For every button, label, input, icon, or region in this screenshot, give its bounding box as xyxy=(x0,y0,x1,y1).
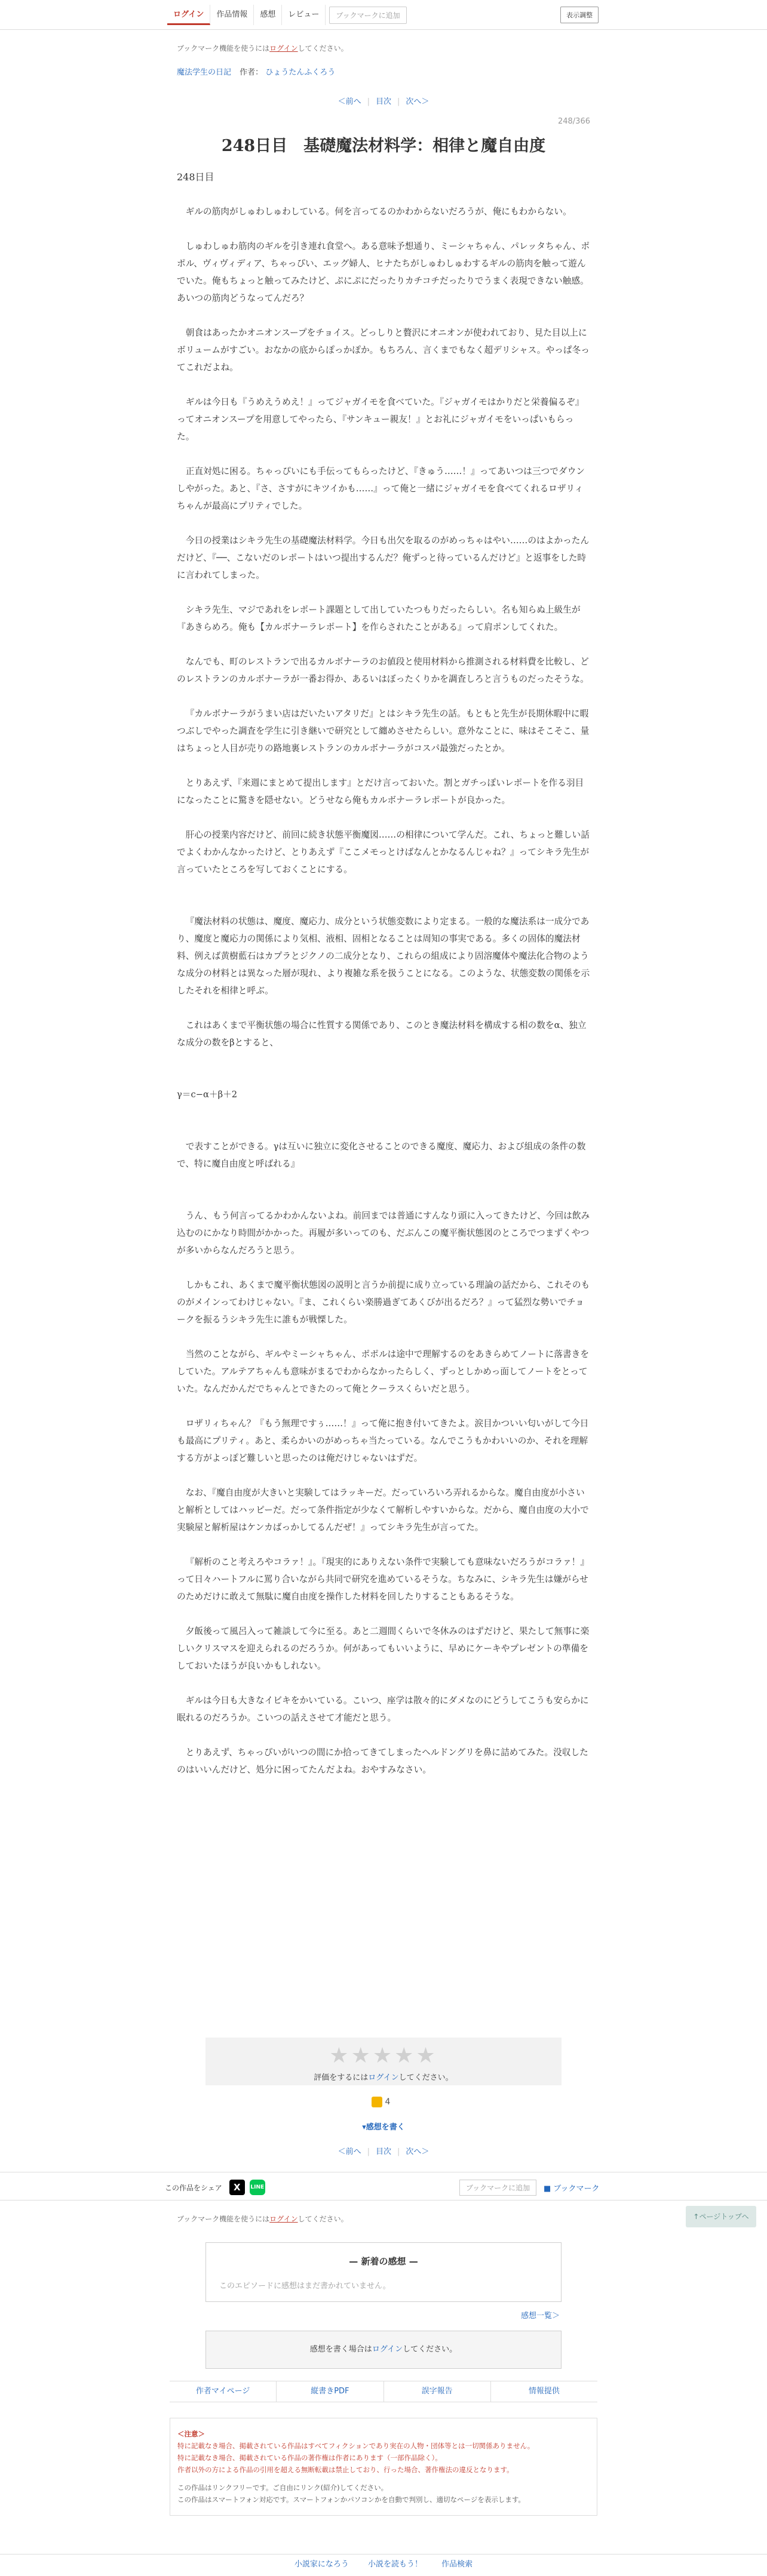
x-share-icon[interactable]: X xyxy=(229,2180,245,2195)
footer-link-yomou[interactable]: 小説を読もう！ xyxy=(367,2560,422,2569)
star-icon[interactable]: ★ xyxy=(372,2043,395,2068)
caution-line-3: 作者以外の方による作品の引用を超える無断転載は禁止しており、行った場合、著作権法の違反となります。 xyxy=(177,2466,514,2474)
login-notice-bottom xyxy=(177,2214,590,2224)
star-icon[interactable]: ★ xyxy=(394,2043,416,2068)
pager-top: ＜前へ | 目次 | 次へ＞ xyxy=(338,97,429,106)
imp-login-before: 感想を書く場合は xyxy=(309,2345,372,2354)
page-top-button[interactable]: ↑ページトップへ xyxy=(686,2206,756,2227)
star-icon[interactable]: ★ xyxy=(329,2043,351,2068)
author-links-bar xyxy=(170,2381,597,2402)
footer-link-narou[interactable]: 小説家になろう xyxy=(294,2560,349,2569)
body-paragraph: 夕飯後って風呂入って雑談して今に至る。あと二週間くらいで冬休みのはずだけど、果たして無事に楽しいクリスマスを迎えられるのだろうか。何があってもいいように、早めにケーキやプレゼントの準備をしておいたほうが良いかもしれない。 xyxy=(177,1626,590,1671)
body-paragraph: 『解析のこと考えろやコラァ！』。『現実的にありえない条件で実験しても意味ないだろうがコラァ！』って日々ハートフルに罵り合いながら共同で研究を進めているそうな。ちなみに、シキラ先生は嫌がらせのためだけに敢えて無駄に魔自由度を操作した材料を回したりすることもあるそうな。 xyxy=(177,1557,590,1602)
rating-login-link[interactable]: ログイン xyxy=(368,2073,399,2082)
body-paragraph: これはあくまで平衡状態の場合に性質する関係であり、このとき魔法材料を構成する相の数をα、独立な成分の数をβとすると、 xyxy=(177,1020,587,1048)
footer xyxy=(0,2554,767,2574)
impressions-list-link[interactable]: 感想一覧＞ xyxy=(521,2312,560,2320)
caution-line-1: 特に記載なき場合、掲載されている作品はすべてフィクションであり実在の人物・団体等とは一切関係ありません。 xyxy=(177,2442,535,2450)
body-paragraph: しかもこれ、あくまで魔平衡状態図の説明と言うか前提に成り立っている理論の話だから、これそのものがメインってわけじゃない。『ま、これくらい楽勝過ぎてあくびが出るだろ？』って猛烈な勢いでチョークを振るうシキラ先生に誰もが戦慄した。 xyxy=(177,1280,590,1325)
author-link[interactable]: ひょうたんふくろう xyxy=(265,68,336,77)
rating-stars[interactable] xyxy=(205,2038,562,2071)
notice-text-after: してください。 xyxy=(297,44,348,53)
body-paragraph: しゅわしゅわ筋肉のギルを引き連れ食堂へ。ある意味予想通り、ミーシャちゃん、パレッタちゃん、ポポル、ヴィヴィディア、ちゃっぴい、エッグ婦人、ヒナたちがしゅわしゅわするギルの筋肉を触って遊んでいた。俺もちょっと触ってみたけど、ぷにぷにだったりカチコチだったりでうまく表現できない触感。あいつの筋肉どうなってんだろ？ xyxy=(177,241,590,303)
line-share-icon[interactable]: LINE xyxy=(250,2180,265,2195)
body-paragraph xyxy=(177,1121,590,1138)
body-paragraph: ギルは今日も『うめえうめえ！』ってジャガイモを食べていた。『ジャガイモはかりだと栄養偏るぞ』ってオニオンスープを用意してやったら、『サンキュー親友！』とお礼にジャガイモをいっぱいもらった。 xyxy=(177,397,584,442)
impressions-heading: — 新着の感想 — xyxy=(349,2256,418,2267)
notice-text-before: ブックマーク機能を使うには xyxy=(177,44,270,53)
nav-review[interactable]: レビュー xyxy=(282,5,326,25)
impressions-box xyxy=(205,2242,562,2302)
like-button[interactable] xyxy=(372,2097,390,2107)
pager-bottom: ＜前へ | 目次 | 次へ＞ xyxy=(338,2147,429,2156)
body-paragraph: 今日の授業はシキラ先生の基礎魔法材料学。今日も出欠を取るのがめっちゃはやい……のはよかったんだけど、『──、こないだのレポートはいつ提出するんだ？俺ずっと待っているんだけど』と返事をした時に言われてしまった。 xyxy=(177,535,590,580)
caution-title: ＜注意＞ xyxy=(177,2430,205,2438)
share-label: この作品をシェア xyxy=(165,2183,222,2192)
impressions-empty: このエピソードに感想はまだ書かれていません。 xyxy=(219,2282,391,2291)
body-paragraph xyxy=(177,1069,590,1086)
top-navigation xyxy=(0,0,767,30)
novel-info xyxy=(177,66,590,77)
body-paragraph: なお、『魔自由度が大きいと実験してはラッキーだ。だっていろいろ弄れるからな。魔自由度が小さいと解析としてはハッピーだ。だって条件指定が少なくて解析しやすいからな。だから、魔自由度の大小で実験屋と解析屋はケンカばっかしてるんだぜ！』ってシキラ先生が言ってた。 xyxy=(177,1488,589,1532)
body-paragraph xyxy=(177,895,590,913)
episode-subtitle: 248日目 xyxy=(177,171,214,183)
rating-box xyxy=(205,2038,562,2085)
episode-counter: 248/366 xyxy=(557,117,590,126)
body-paragraph: 肝心の授業内容だけど、前回に続き状態平衡魔図……の相律について学んだ。これ、ちょっと難しい話でよくわかんなかったけど、とりあえず『ここメモっとけばなんとかなるんじゃね？』ってシキラ先生が言っていたところを写しておくことにする。 xyxy=(177,830,590,875)
footer-link-search[interactable]: 作品検索 xyxy=(441,2560,473,2569)
series-title-link[interactable]: 魔法学生の日記 xyxy=(177,68,232,77)
body-paragraph: うん、もう何言ってるかわかんないよね。前回までは普通にすんなり頭に入ってきたけど、今回は飲み込むのにかなり時間がかかった。再履が多いってのも、だぶんこの魔平衡状態図のところでつまずくやつが多いからなんだろうと思う。 xyxy=(177,1211,590,1255)
next-link[interactable]: 次へ＞ xyxy=(406,97,429,106)
body-paragraph: 正直対処に困る。ちゃっぴいにも手伝ってもらったけど、『きゅう……！』ってあいつは三つでダウンしやがった。あと、『さ、さすがにキツイかも……』って俺と一緒にジャガイモを食べてくれるロザリィちゃんが最高にプリティでした。 xyxy=(177,466,585,511)
body-paragraph: シキラ先生、マジであれをレポート課題として出していたつもりだったらしい。名も知らぬ上級生が『あきらめろ。俺も【カルボナーラレポート】を作らされたことがある』って肩ポンしてくれた。 xyxy=(177,605,581,632)
body-paragraph: 当然のことながら、ギルやミーシャちゃん、ポポルは途中で理解するのをあきらめてノートに落書きをしていた。アルテアちゃんも意味がまるでわからなかったらしく、ずっとしかめっ面してノートをとっていた。なんだかんだでちゃんとできたのって俺とクーラスくらいだと思う。 xyxy=(177,1349,590,1394)
notice-text-after-2: してください。 xyxy=(297,2215,348,2223)
bookmark-add-button-bottom[interactable]: ブックマークに追加 xyxy=(459,2180,536,2196)
body-paragraph: ロザリィちゃん？『もう無理ですぅ……！』って俺に抱き付いてきたよ。涙目かついい匂いがして今日も最高にプリティ。あと、柔らかいのがめっちゃ当たっている。なんでこうもかわいいのか、それを理解する方がよっぽど難しいと思ったのは俺だけじゃないはずだ。 xyxy=(177,1418,589,1463)
toc-link-bottom[interactable]: 目次 xyxy=(375,2147,391,2156)
vertical-pdf-link[interactable]: 縦書きPDF xyxy=(277,2381,384,2402)
next-link-bottom[interactable]: 次へ＞ xyxy=(406,2147,429,2156)
bookmark-link-label: ブックマーク xyxy=(553,2184,600,2193)
typo-report-link[interactable]: 誤字報告 xyxy=(384,2381,491,2402)
share-bar xyxy=(0,2172,767,2200)
body-paragraph: γ＝c−α＋β＋2 xyxy=(177,1090,238,1100)
episode-title: 248日目 基礎魔法材料学：相律と魔自由度 xyxy=(221,137,546,155)
nav-work-info[interactable]: 作品情報 xyxy=(210,5,254,25)
caution-line-5: この作品はスマートフォン対応です。スマートフォンかパソコンかを自動で判別し、適切なページを表示します。 xyxy=(177,2495,525,2504)
nav-login[interactable]: ログイン xyxy=(167,5,210,25)
impression-login-box xyxy=(205,2331,562,2369)
body-paragraph: なんでも、町のレストランで出るカルボナーラのお値段と使用材料から推測される材料費を比較し、どのレストランのカルボナーラが一番お得か、あるいはぼったくりかを調査しろと言うものだったそうな。 xyxy=(177,657,589,684)
imp-login-after: してください。 xyxy=(403,2345,458,2354)
caution-line-2: 特に記載なき場合、掲載されている作品の著作権は作者にあります（一部作品除く）。 xyxy=(177,2454,442,2462)
caution-box xyxy=(170,2418,597,2516)
star-icon[interactable]: ★ xyxy=(351,2043,373,2068)
notice-text-before-2: ブックマーク機能を使うには xyxy=(177,2215,270,2223)
star-icon[interactable]: ★ xyxy=(416,2043,438,2068)
notice-login-link-2[interactable]: ログイン xyxy=(269,2215,298,2223)
body-paragraph: 『カルボナーラがうまい店はだいたいアタリだ』とはシキラ先生の話。もともと先生が長期休暇中に暇つぶしでやった調査を学生に引き継いで研究として纏めさせたらしい。意外なことに、味はそこそこ、量はちょっと人目が売りの路地裏レストランのカルボナーラがコスパ最強だったとか。 xyxy=(177,709,590,753)
rating-note-before: 評価をするには xyxy=(314,2073,369,2082)
caution-line-4: この作品はリンクフリーです。ご自由にリンク(紹介)してください。 xyxy=(177,2483,388,2492)
info-report-link[interactable]: 情報提供 xyxy=(528,2387,560,2396)
body-paragraph: 『魔法材料の状態は、魔度、魔応力、成分という状態変数により定まる。一般的な魔法系は一成分であり、魔度と魔応力の関係により気相、液相、固相となることは周知の事実である。多くの固体的魔法材料、例えば黄樹藍石はカプラとジクノの二成分となり、これらの組成により固溶魔体や魔法化合物のような成分の材料とは異なった層が現れ、より複雑な系を扱うことになる。このような、状態変数の関係を示したそれを相律と呼ぶ。 xyxy=(177,916,590,996)
impression-login-link[interactable]: ログイン xyxy=(372,2345,403,2354)
nav-impressions[interactable]: 感想 xyxy=(254,5,282,25)
rating-note-after: してください。 xyxy=(398,2073,453,2082)
body-paragraph: とりあえず、ちゃっぴいがいつの間にか拾ってきてしまったヘルドングリを鼻に詰めてみた。没収したのはいいんだけど、処分に困ってたんだよね。おやすみなさい。 xyxy=(177,1747,588,1775)
body-paragraph: 朝食はあったかオニオンスープをチョイス。どっしりと贅沢にオニオンが使われており、見た目以上にボリュームがすごい。おなかの底からぽっかぽか。もちろん、言くまでもなく超デリシャス。やっぱ冬ってこれだよね。 xyxy=(177,328,590,373)
body-paragraph: で表すことができる。γは互いに独立に変化させることのできる魔度、魔応力、および組成の条件の数で、特に魔自由度と呼ばれる』 xyxy=(177,1141,586,1169)
author-mypage-link[interactable]: 作者マイページ xyxy=(170,2381,277,2402)
like-count: 4 xyxy=(385,2097,391,2107)
prev-link[interactable]: ＜前へ xyxy=(338,97,361,106)
login-notice xyxy=(177,43,590,53)
body-paragraph: ギルは今日も大きなイビキをかいている。こいつ、座学は散々的にダメなのにどうしてこうも安らかに眠れるのだろうか。こいつの話えさせて才能だと思う。 xyxy=(177,1695,589,1723)
bookmark-add-button-top[interactable]: ブックマークに追加 xyxy=(329,7,406,24)
body-paragraph xyxy=(177,1190,590,1207)
display-settings-button[interactable]: 表示調整 xyxy=(560,7,599,23)
write-impression-link[interactable]: ▾感想を書く xyxy=(362,2123,405,2132)
prev-link-bottom[interactable]: ＜前へ xyxy=(338,2147,361,2156)
episode-body xyxy=(177,203,590,1796)
toc-link[interactable]: 目次 xyxy=(375,97,391,106)
notice-login-link[interactable]: ログイン xyxy=(269,44,298,53)
bookmark-link[interactable]: ■ ブックマーク xyxy=(544,2184,600,2193)
author-label: 作者： xyxy=(240,68,263,77)
rating-note xyxy=(205,2071,562,2082)
body-paragraph: とりあえず、『来週にまとめて提出します』とだけ言っておいた。割とガチっぽいレポートを作る羽目になったことに驚きを隠せない。どうせなら俺もカルボナーラレポートが良かった。 xyxy=(177,778,584,805)
thumbs-up-icon xyxy=(372,2097,382,2107)
body-paragraph: ギルの筋肉がしゅわしゅわしている。何を言ってるのかわからないだろうが、俺にもわからない。 xyxy=(185,207,572,217)
